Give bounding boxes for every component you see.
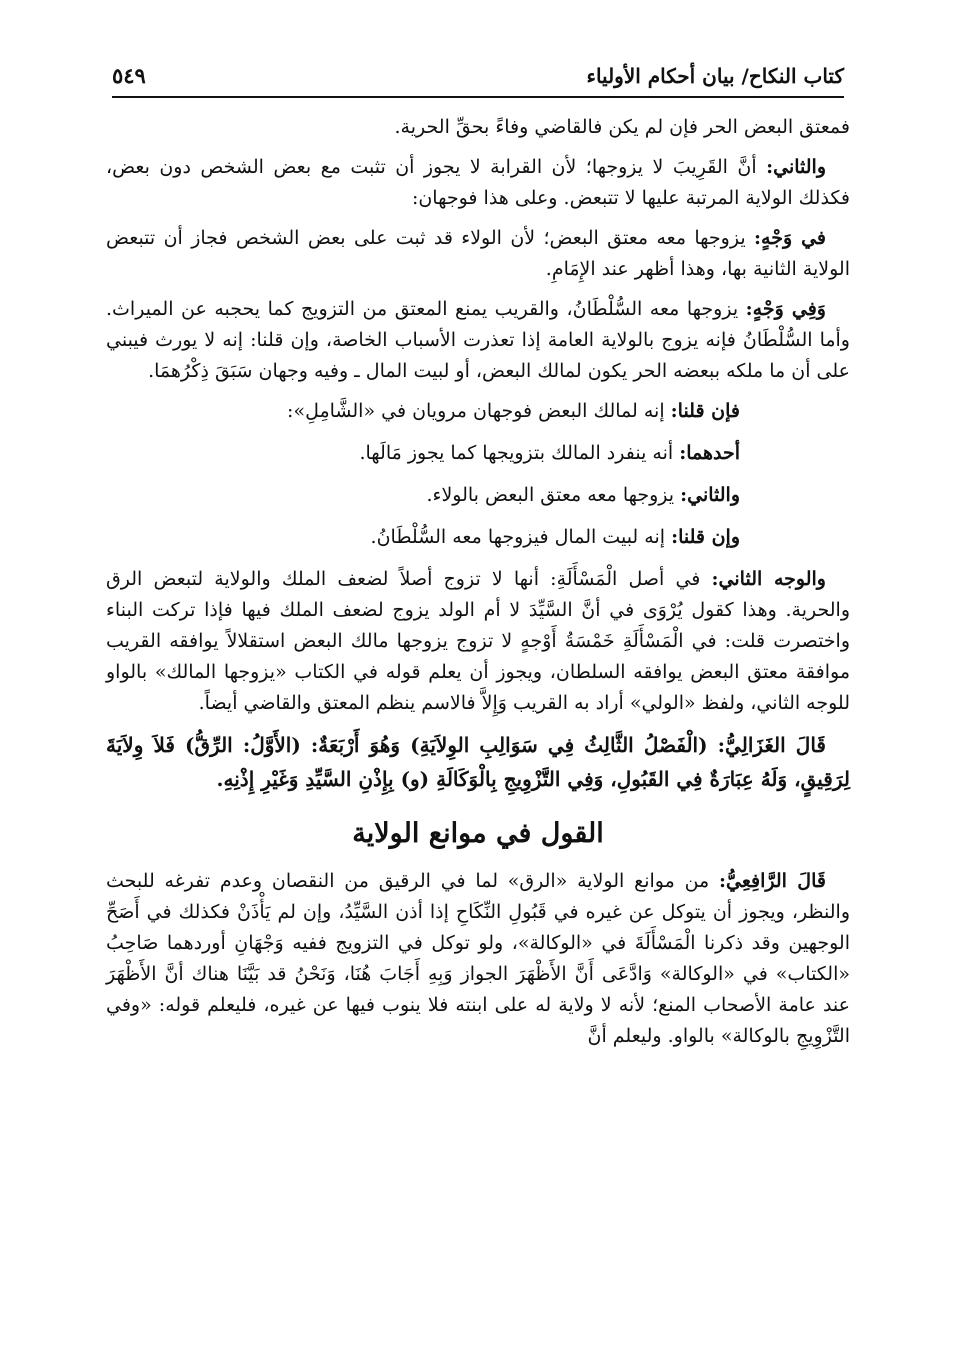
paragraph bbox=[106, 564, 850, 719]
header-title: كتاب النكاح/ بيان أحكام الأولياء bbox=[586, 64, 844, 88]
paragraph-lead: قَالَ الرَّافِعِيُّ: bbox=[719, 870, 826, 892]
sub-paragraph bbox=[106, 438, 850, 469]
paragraph bbox=[106, 866, 850, 1052]
quote-text: (الْفَصْلُ الثَّالِثُ فِي سَوَالِبِ الوِلاَيَةِ) وَهُوَ أَرْبَعَةٌ: (الأَوَّلُ: الرِّقُّ) فَلاَ وِلاَيَةَ لِرَقِيقٍ، وَلَهُ عِبَارَةٌ فِي القَبُولِ، وَفِي التَّزْوِيجِ بِالْوَكَالَةِ (و) بِإِذْنِ السَّيِّدِ وَغَيْرِ إِذْنِهِ. bbox=[106, 733, 850, 791]
paragraph-text: إنه لمالك البعض فوجهان مرويان في «الشَّامِلِ»: bbox=[287, 400, 671, 422]
paragraph-text: يزوجها معه معتق البعض بالولاء. bbox=[426, 484, 681, 506]
paragraph-lead: والوجه الثاني: bbox=[711, 568, 826, 590]
paragraph bbox=[106, 112, 850, 143]
paragraph bbox=[106, 152, 850, 214]
paragraph-text: يزوجها معه السُّلْطَانُ، والقريب يمنع المعتق من التزويج كما يحجبه عن الميراث. وأما السُّلْطَانُ فإنه يزوج بالولاية العامة إذا تعذرت الأسباب الخاصة، وإن قلنا: إنه لا يورث فيبني على أن ما ملكه ببعضه الحر يكون لمالك البعض، أو لبيت المال ـ وفيه وجهان سَبَقَ ذِكْرُهمَا. bbox=[106, 298, 850, 382]
main-text bbox=[106, 112, 850, 1061]
sub-paragraph bbox=[106, 522, 850, 553]
sub-paragraph bbox=[106, 396, 850, 427]
paragraph-lead: في وَجْهٍ: bbox=[754, 227, 826, 249]
paragraph-text: في أصل الْمَسْأَلَةِ: أنها لا تزوج أصلاً لضعف الملك والولاية لتبعض الرق والحرية. وهذا كقول يُرْوَى في أنَّ السَّيِّدَ لا أم الولد يزوج لضعف الملك فيها فإذا تركت البناء واختصرت قلت: في الْمَسْأَلَةِ خَمْسَةُ أَوْجهٍ لا تزوج يزوجها مالك البعض استقلالاً يوافقه القريب موافقة معتق البعض يوافقه السلطان، ويجوز أن يعلم قوله في الكتاب «يزوجها المالك» بالواو للوجه الثاني، ولفظ «الولي» أراد به القريب وَإِلاَّ فالاسم ينظم المعتق والقاضي أيضاً. bbox=[106, 568, 850, 714]
paragraph bbox=[106, 294, 850, 387]
paragraph-lead: والثاني: bbox=[680, 484, 740, 506]
paragraph-text: إنه لبيت المال فيزوجها معه السُّلْطَانُ. bbox=[370, 526, 672, 548]
paragraph bbox=[106, 223, 850, 285]
paragraph-lead: وَفِي وَجْهٍ: bbox=[745, 298, 826, 320]
page-number: ٥٤٩ bbox=[112, 63, 146, 88]
ghazali-quote bbox=[106, 728, 850, 796]
paragraph-text: من موانع الولاية «الرق» لما في الرقيق من النقصان وعدم تفرغه للبحث والنظر، ويجوز أن يتوكل عن غيره في قَبُولِ النِّكَاحِ إذا أذن السَّيِّدُ، وإن لم يَأْذَنْ فكذلك في أَصَحِّ الوجهين وقد ذكرنا الْمَسْأَلَةَ في «الوكالة»، ولو توكل في التزويج ففيه وَجْهَانِ أوردهما صَاحِبُ «الكتاب» في «الوكالة» وَادَّعَى أَنَّ الأَظْهَرَ الجواز وَبِهِ أَجَابَ هُنَا، وَنَحْنُ قد بَيَّنَا هناك أنَّ الأَظْهَرَ عند عامة الأصحاب المنع؛ لأنه لا ولاية له على ابنته فلا ينوب فيها عن غيره، فليعلم قوله: «وفي التَّزْوِيجِ بالوكالة» بالواو. وليعلم أنَّ bbox=[106, 870, 850, 1047]
paragraph-text: أنَّ القَرِيبَ لا يزوجها؛ لأن القرابة لا يجوز أن تثبت مع بعض الشخص دون بعض، فكذلك الولاية المرتبة عليها لا تتبعض. وعلى هذا فوجهان: bbox=[106, 156, 850, 209]
sub-paragraph bbox=[106, 480, 850, 511]
paragraph-text: فمعتق البعض الحر فإن لم يكن فالقاضي وفاءً بحقِّ الحرية. bbox=[394, 116, 850, 138]
quote-lead: قَالَ الغَزَالِيُّ: bbox=[717, 733, 826, 757]
section-title: القول في موانع الولاية bbox=[352, 818, 604, 849]
paragraph-lead: وإن قلنا: bbox=[671, 526, 740, 548]
paragraph-text: يزوجها معه معتق البعض؛ لأن الولاء قد ثبت على بعض الشخص فجاز أن تتبعض الولاية الثانية بها، وهذا أظهر عند الإِمَامِ. bbox=[106, 227, 850, 280]
running-header bbox=[112, 56, 844, 98]
paragraph-lead: فإن قلنا: bbox=[670, 400, 740, 422]
paragraph-lead: أحدهما: bbox=[679, 442, 740, 464]
paragraph-text: أنه ينفرد المالك بتزويجها كما يجوز مَالَها. bbox=[359, 442, 680, 464]
paragraph-lead: والثاني: bbox=[766, 156, 826, 178]
